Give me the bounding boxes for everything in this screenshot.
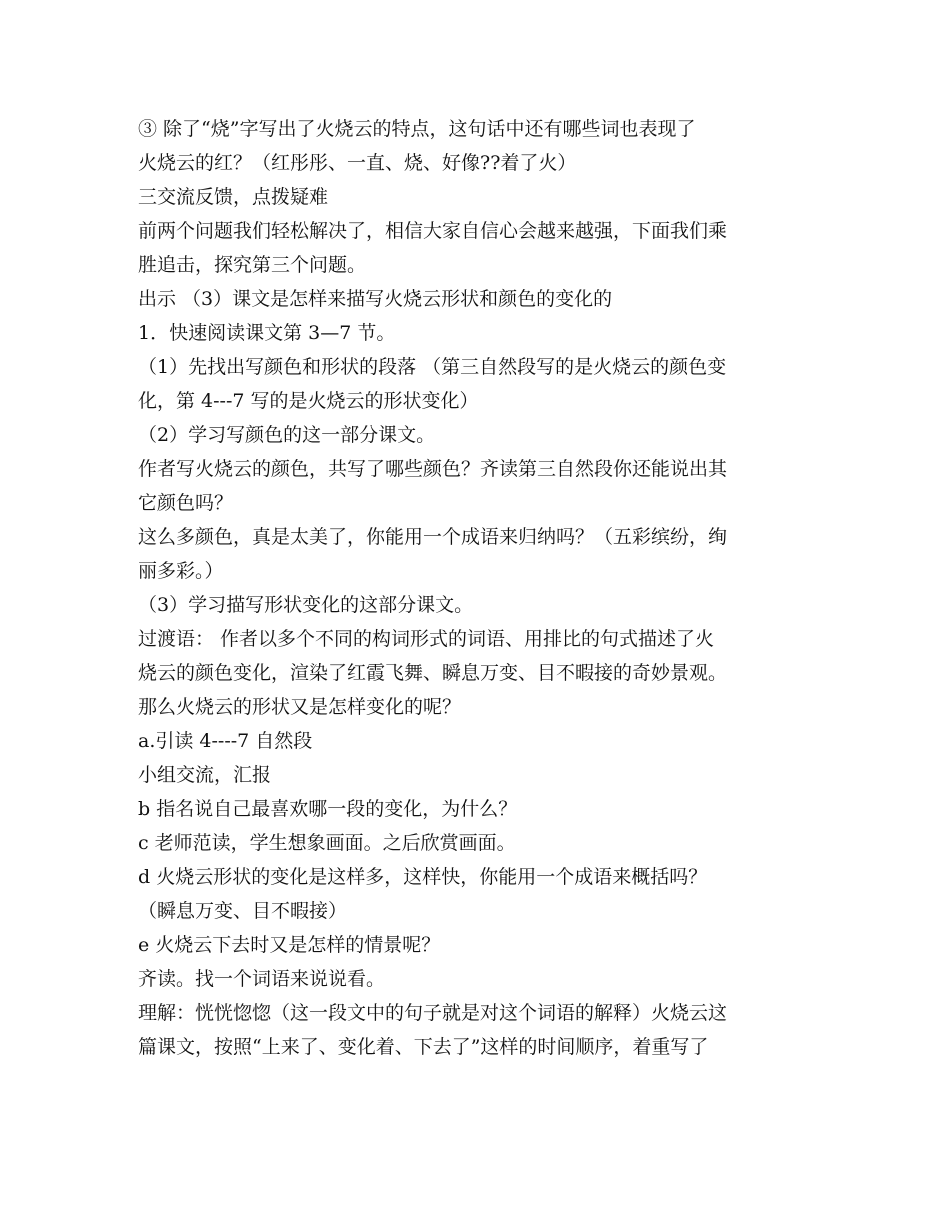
text-line: 小组交流，汇报 bbox=[138, 764, 272, 786]
text-line: （2）学习写颜色的这一部分课文。 bbox=[138, 424, 436, 446]
text-line: 理解：恍恍惚惚（这一段文中的句子就是对这个词语的解释）火烧云这 bbox=[138, 1002, 728, 1024]
text-line: （3）学习描写形状变化的这部分课文。 bbox=[138, 594, 474, 616]
text-line: 丽多彩。） bbox=[138, 560, 224, 582]
text-line: 这么多颜色，真是太美了，你能用一个成语来归纳吗？（五彩缤纷，绚 bbox=[138, 526, 728, 548]
text-line: 1．快速阅读课文第 3—7 节。 bbox=[138, 322, 396, 344]
text-line: a.引读 4----7 自然段 bbox=[138, 730, 313, 752]
text-line: b 指名说自己最喜欢哪一段的变化，为什么？ bbox=[138, 798, 518, 820]
text-line: 那么火烧云的形状又是怎样变化的呢？ bbox=[138, 696, 462, 718]
section-heading: 三交流反馈，点拨疑难 bbox=[138, 186, 329, 208]
text-line: （1）先找出写颜色和形状的段落 （第三自然段写的是火烧云的颜色变 bbox=[138, 356, 727, 378]
text-line: 胜追击，探究第三个问题。 bbox=[138, 254, 367, 276]
text-line: 出示 （3）课文是怎样来描写火烧云形状和颜色的变化的 bbox=[138, 288, 613, 310]
text-line: 作者写火烧云的颜色，共写了哪些颜色？齐读第三自然段你还能说出其 bbox=[138, 458, 728, 480]
text-line: e 火烧云下去时又是怎样的情景呢？ bbox=[138, 934, 441, 956]
text-line: 前两个问题我们轻松解决了，相信大家自信心会越来越强，下面我们乘 bbox=[138, 220, 728, 242]
text-line: ③ 除了“烧”字写出了火烧云的特点，这句话中还有哪些词也表现了 bbox=[138, 118, 696, 140]
text-line: 过渡语： 作者以多个不同的构词形式的词语、用排比的句式描述了火 bbox=[138, 628, 715, 650]
document-page bbox=[138, 112, 818, 1064]
text-line: c 老师范读，学生想象画面。之后欣赏画面。 bbox=[138, 832, 516, 854]
text-line: 齐读。找一个词语来说说看。 bbox=[138, 968, 386, 990]
text-line: d 火烧云形状的变化是这样多，这样快，你能用一个成语来概括吗？ bbox=[138, 866, 708, 888]
text-line: 篇课文，按照“上来了、变化着、下去了”这样的时间顺序，着重写了 bbox=[138, 1036, 709, 1058]
text-line: 烧云的颜色变化，渲染了红霞飞舞、瞬息万变、目不暇接的奇妙景观。 bbox=[138, 662, 728, 684]
text-line: 火烧云的红？（红彤彤、一直、烧、好像??着了火） bbox=[138, 152, 577, 174]
text-line: 它颜色吗？ bbox=[138, 492, 234, 514]
text-line: 化，第 4---7 写的是火烧云的形状变化） bbox=[138, 390, 479, 412]
text-line: （瞬息万变、目不暇接） bbox=[138, 900, 348, 922]
